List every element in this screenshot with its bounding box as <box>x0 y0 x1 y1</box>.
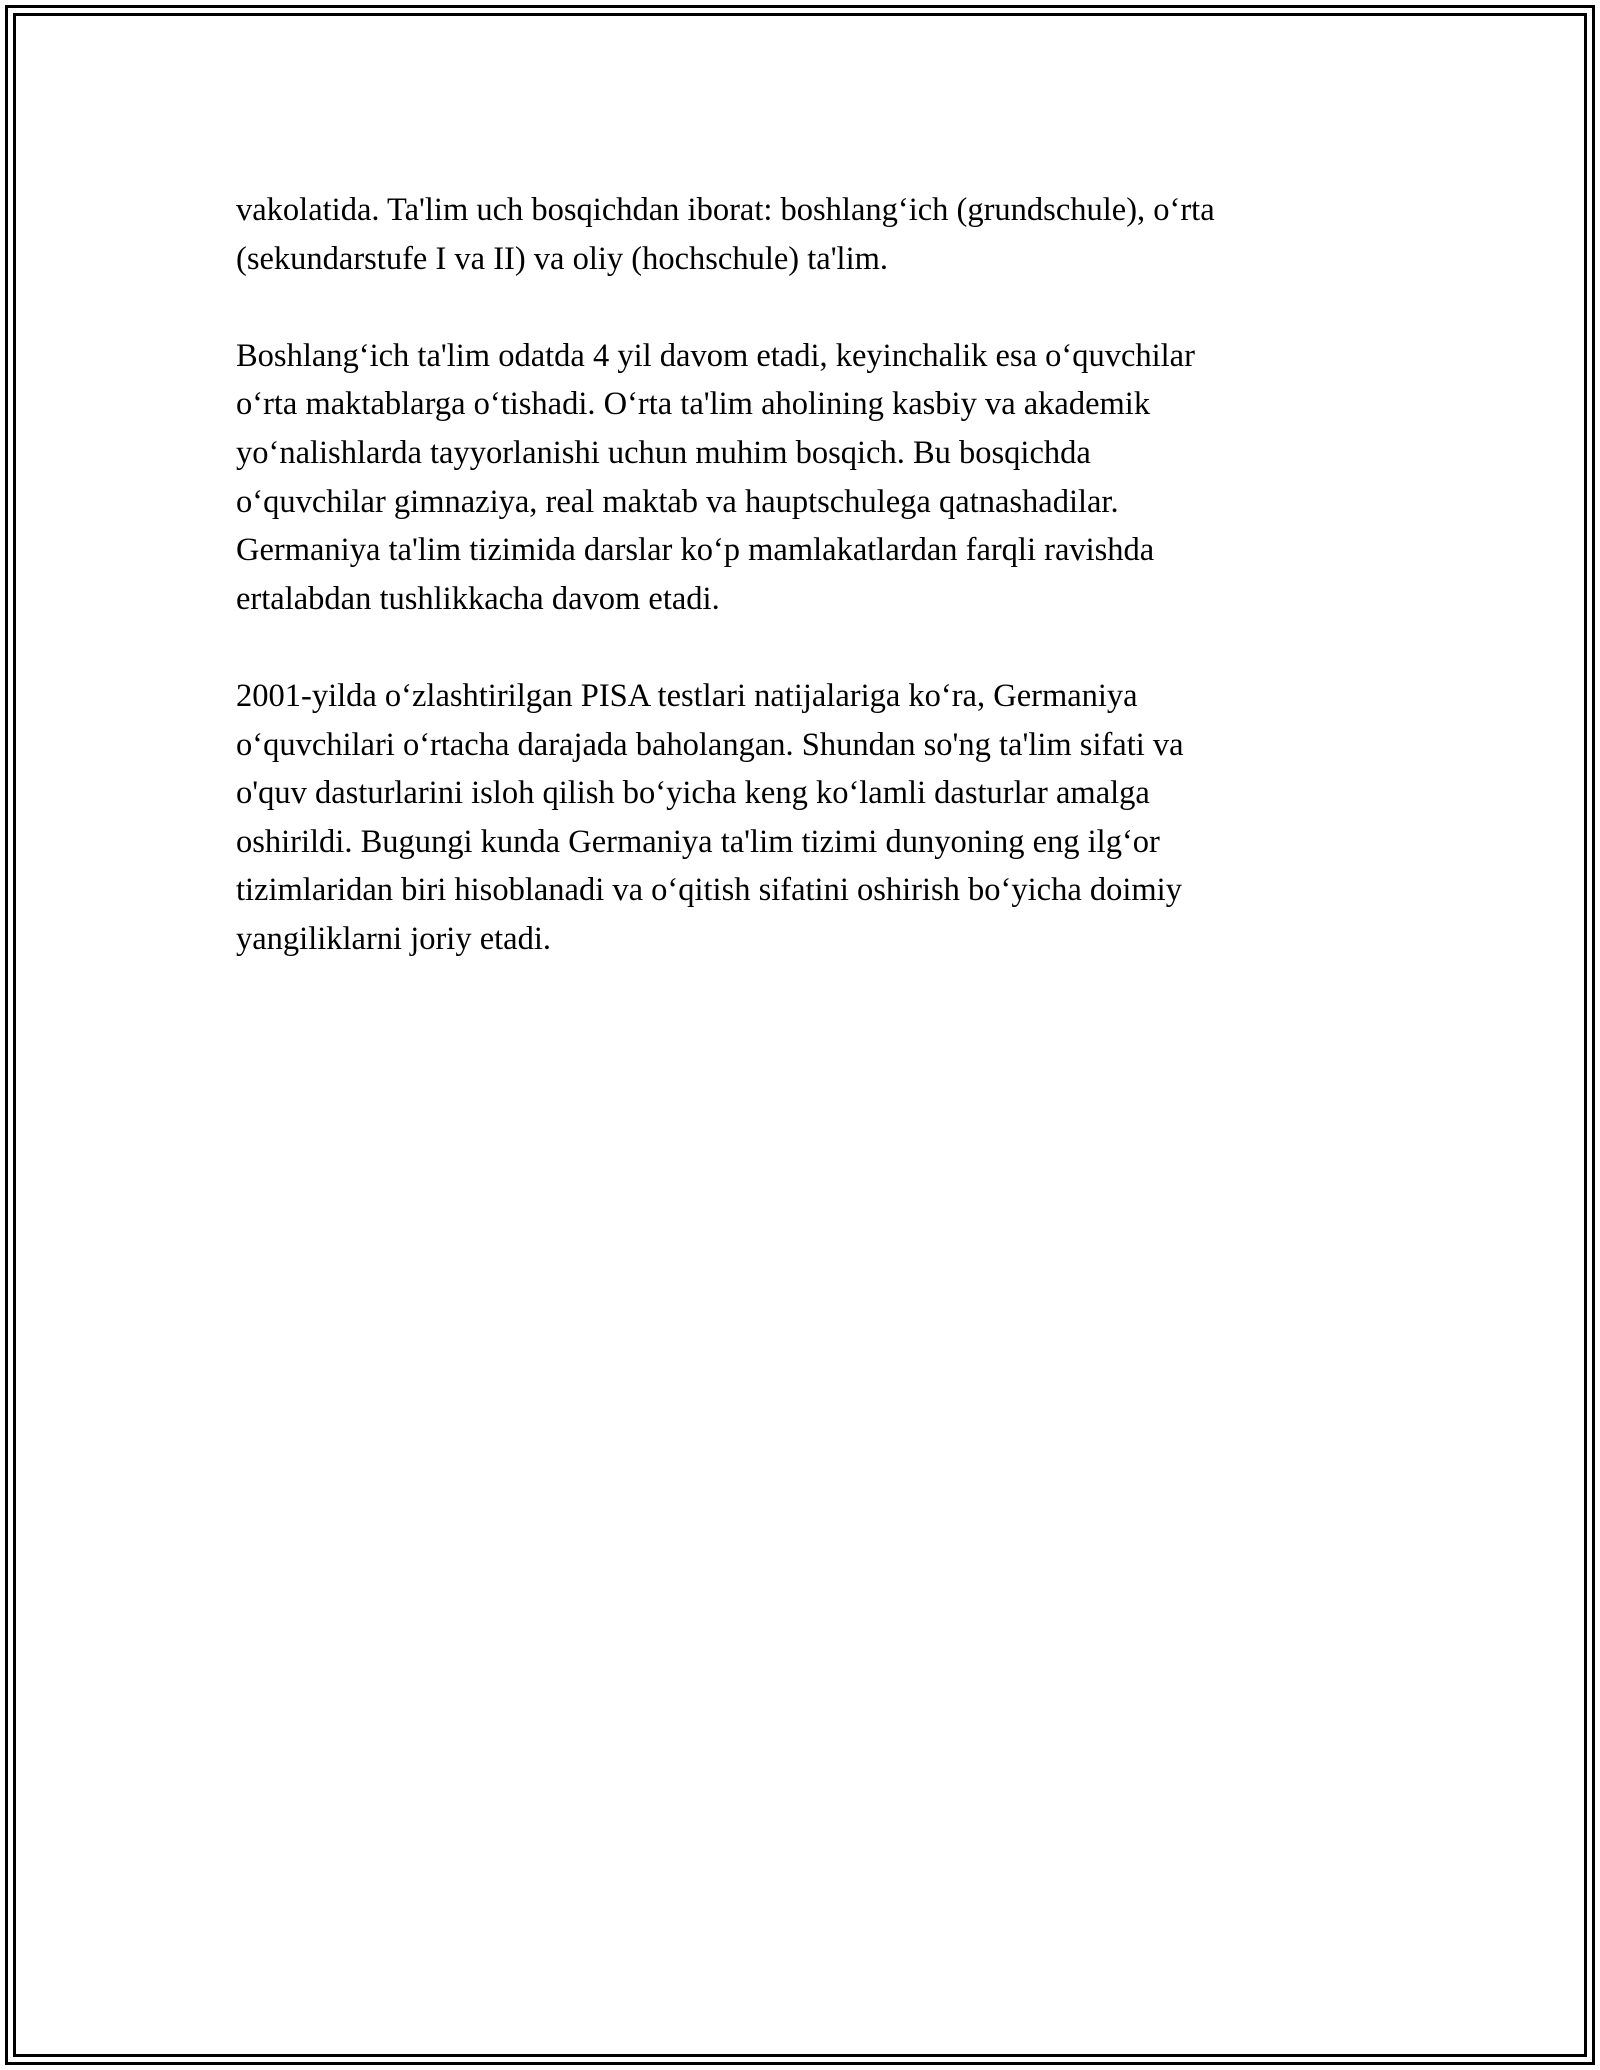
document-body <box>236 186 1371 1012</box>
text-line: 2001-yilda o‘zlashtirilgan PISA testlari natijalariga ko‘ra, Germaniya <box>236 677 1138 714</box>
text-line: o‘quvchilari o‘rtacha darajada baholangan. Shundan so'ng ta'lim sifati va <box>236 726 1184 763</box>
paragraph-3 <box>236 672 1371 964</box>
text-line: tizimlaridan biri hisoblanadi va o‘qitish sifatini oshirish bo‘yicha doimiy <box>236 872 1182 909</box>
paragraph-1 <box>236 186 1371 283</box>
text-line: o'quv dasturlarini isloh qilish bo‘yicha keng ko‘lamli dasturlar amalga <box>236 775 1150 812</box>
text-line: yo‘nalishlarda tayyorlanishi uchun muhim bosqich. Bu bosqichda <box>236 434 1091 471</box>
text-line: (sekundarstufe I va II) va oliy (hochschule) ta'lim. <box>236 240 889 277</box>
text-line: ertalabdan tushlikkacha davom etadi. <box>236 580 720 617</box>
paragraph-2 <box>236 332 1371 624</box>
text-line: Germaniya ta'lim tizimida darslar ko‘p mamlakatlardan farqli ravishda <box>236 532 1155 569</box>
text-line: yangiliklarni joriy etadi. <box>236 920 551 957</box>
text-line: o‘quvchilar gimnaziya, real maktab va hauptschulega qatnashadilar. <box>236 483 1119 520</box>
text-line: oshirildi. Bugungi kunda Germaniya ta'lim tizimi dunyoning eng ilg‘or <box>236 823 1160 860</box>
text-line: o‘rta maktablarga o‘tishadi. O‘rta ta'lim aholining kasbiy va akademik <box>236 386 1151 423</box>
text-line: Boshlang‘ich ta'lim odatda 4 yil davom etadi, keyinchalik esa o‘quvchilar <box>236 337 1195 374</box>
text-line: vakolatida. Ta'lim uch bosqichdan iborat: boshlang‘ich (grundschule), o‘rta <box>236 192 1215 228</box>
